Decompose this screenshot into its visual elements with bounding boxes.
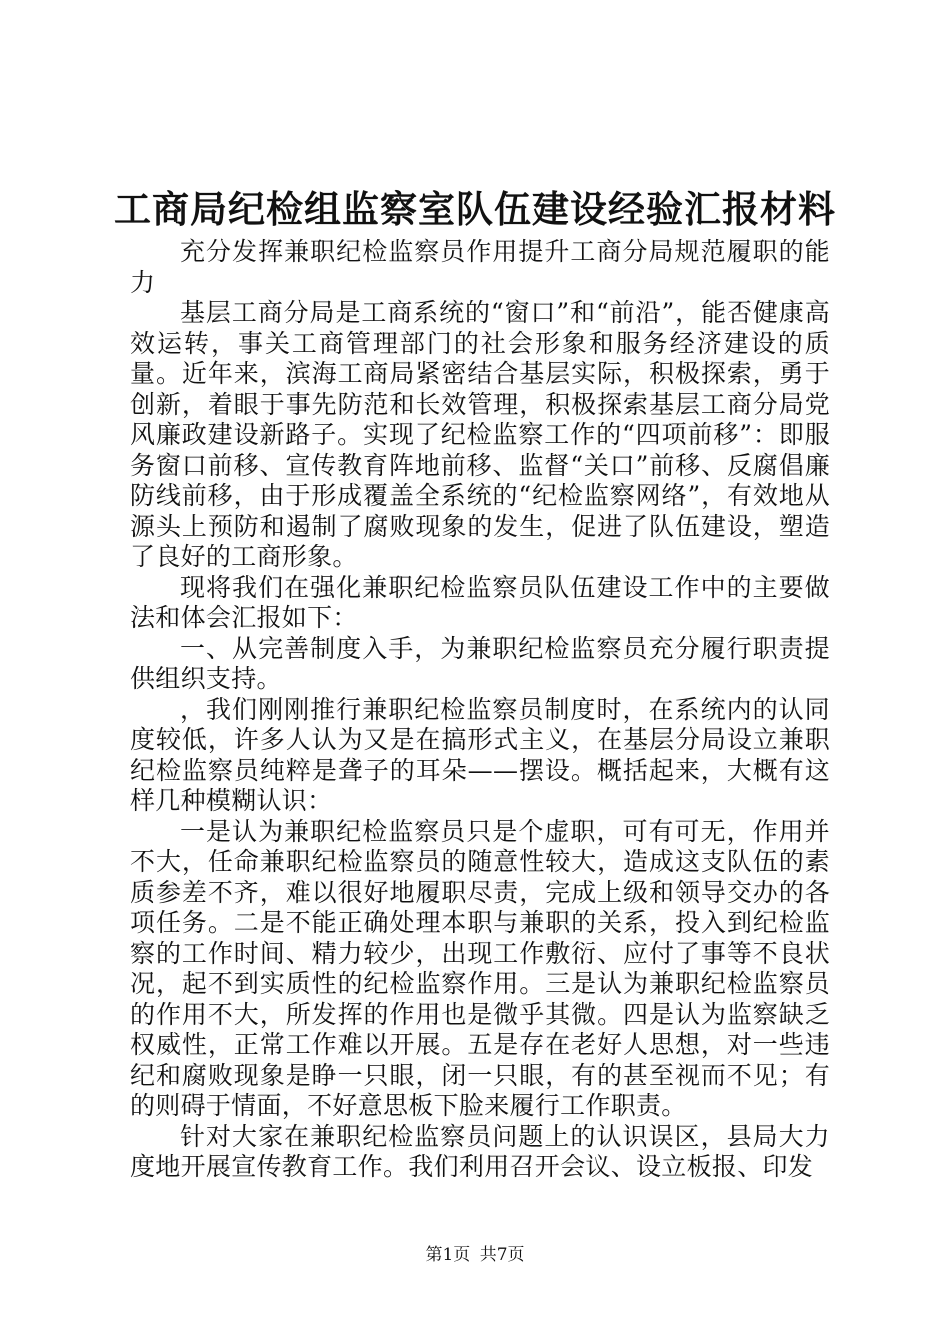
- document-title: 工商局纪检组监察室队伍建设经验汇报材料: [114, 187, 836, 231]
- document-body: [130, 237, 830, 1183]
- paragraph: 一是认为兼职纪检监察员只是个虚职，可有可无，作用并不大，任命兼职纪检监察员的随意性较大，造成这支队伍的素质参差不齐，难以很好地履职尽责，完成上级和领导交办的各项任务。二是不能正确处理本职与兼职的关系，投入到纪检监察的工作时间、精力较少，出现工作敷衍、应付了事等不良状况，起不到实质性的纪检监察作用。三是认为兼职纪检监察员的作用不大，所发挥的作用也是微乎其微。四是认为监察缺乏权威性，正常工作难以开展。五是存在老好人思想，对一些违纪和腐败现象是睁一只眼，闭一只眼，有的甚至视而不见；有的则碍于情面，不好意思板下脸来履行工作职责。: [130, 816, 830, 1120]
- paragraph-section-heading: 一、从完善制度入手，为兼职纪检监察员充分履行职责提供组织支持。: [130, 633, 830, 693]
- paragraph: 基层工商分局是工商系统的“窗口”和“前沿”，能否健康高效运转，事关工商管理部门的社会形象和服务经济建设的质量。近年来，滨海工商局紧密结合基层实际，积极探索，勇于创新，着眼于事先防范和长效管理，积极探索基层工商分局党风廉政建设新路子。实现了纪检监察工作的“四项前移”：即服务窗口前移、宣传教育阵地前移、监督“关口”前移、反腐倡廉防线前移，由于形成覆盖全系统的“纪检监察网络”，有效地从源头上预防和遏制了腐败现象的发生，促进了队伍建设，塑造了良好的工商形象。: [130, 298, 830, 571]
- page-number: 第1页: [425, 1245, 471, 1265]
- page-footer: [0, 1243, 950, 1267]
- paragraph: 现将我们在强化兼职纪检监察员队伍建设工作中的主要做法和体会汇报如下：: [130, 572, 830, 632]
- paragraph: ，我们刚刚推行兼职纪检监察员制度时，在系统内的认同度较低，许多人认为又是在搞形式主义，在基层分局设立兼职纪检监察员纯粹是聋子的耳朵——摆设。概括起来，大概有这样几种模糊认识：: [130, 694, 830, 815]
- paragraph-subtitle: 充分发挥兼职纪检监察员作用提升工商分局规范履职的能力: [130, 237, 830, 297]
- page-total: 共7页: [479, 1245, 525, 1265]
- paragraph: 针对大家在兼职纪检监察员问题上的认识误区，县局大力度地开展宣传教育工作。我们利用召开会议、设立板报、印发: [130, 1121, 830, 1181]
